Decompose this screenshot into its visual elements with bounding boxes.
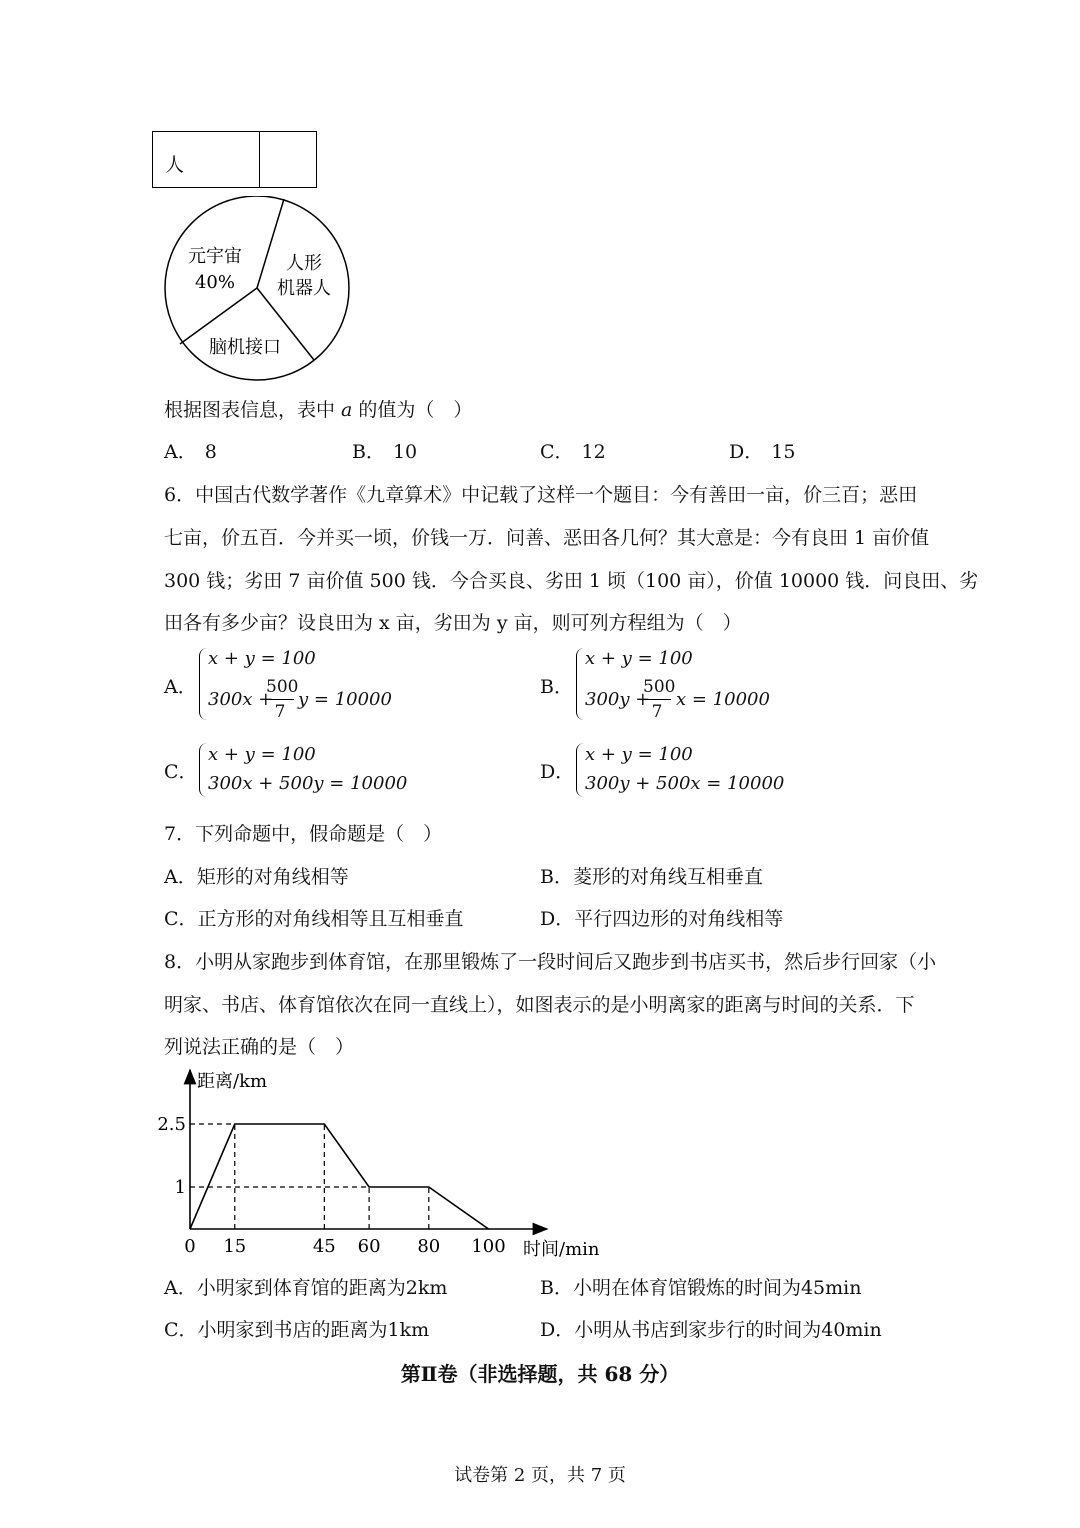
y-axis-label: 距离/km bbox=[197, 1071, 268, 1092]
q8-option-b: B．小明在体育馆锻炼的时间为45min bbox=[540, 1277, 862, 1299]
q6-option-a-eq2a: 300x + bbox=[208, 689, 274, 710]
y-tick-label: 2.5 bbox=[157, 1114, 186, 1135]
y-tick-label: 1 bbox=[174, 1177, 186, 1198]
q6-option-b-eq2a: 300y + bbox=[585, 689, 651, 710]
x-tick-labels bbox=[184, 1236, 505, 1257]
pie-slice-label: 人形 bbox=[286, 253, 322, 274]
x-tick-label: 45 bbox=[312, 1236, 336, 1257]
q6-option-d-eq1: x + y = 100 bbox=[585, 744, 693, 765]
table-cell-label bbox=[153, 132, 260, 187]
q6-option-c-letter: C． bbox=[164, 761, 198, 783]
x-tick-label: 15 bbox=[223, 1236, 247, 1257]
q5-option-a: A． 8 bbox=[164, 441, 217, 463]
q8-option-d: D．小明从书店到家步行的时间为40min bbox=[540, 1319, 882, 1341]
y-tick-labels bbox=[157, 1114, 186, 1198]
q6-option-a-eq1: x + y = 100 bbox=[208, 648, 316, 669]
pie-slice-label: 脑机接口 bbox=[209, 337, 281, 358]
distance-time-chart bbox=[150, 1062, 620, 1262]
q8-option-c: C．小明家到书店的距离为1km bbox=[164, 1319, 430, 1341]
q6-option-c-eq2: 300x + 500y = 10000 bbox=[208, 773, 408, 794]
q6-line: 七亩，价五百．今并买一顷，价钱一万．问善、恶田各几何？其大意是：今有良田 1 亩价值 bbox=[164, 527, 930, 549]
q7-option-a: A．矩形的对角线相等 bbox=[164, 866, 349, 888]
q6-option-b-eq1: x + y = 100 bbox=[585, 648, 693, 669]
pie-divider-3 bbox=[180, 288, 257, 344]
q6-option-a-letter: A． bbox=[164, 676, 197, 698]
q8-line: 列说法正确的是（ ） bbox=[164, 1036, 355, 1058]
q6-option-d-brace bbox=[576, 743, 585, 797]
page-footer: 试卷第 2 页，共 7 页 bbox=[454, 1465, 626, 1486]
q6-option-d-eq2: 300y + 500x = 10000 bbox=[585, 773, 785, 794]
pie-divider-1 bbox=[257, 199, 284, 288]
x-tick-label: 60 bbox=[357, 1236, 381, 1257]
q6-line: 300 钱；劣田 7 亩价值 500 钱．今合买良、劣田 1 顷（100 亩），价值 10000 钱．问良田、劣 bbox=[164, 570, 979, 592]
pie-slice-label: 元宇宙 bbox=[188, 246, 242, 267]
pie-slice-percent: 40% bbox=[194, 272, 236, 293]
q6-option-c-brace bbox=[199, 743, 208, 797]
q5-option-d: D． 15 bbox=[729, 441, 796, 463]
q5-option-b: B． 10 bbox=[352, 441, 418, 463]
q7-stem: 7．下列命题中，假命题是（ ） bbox=[164, 823, 443, 845]
q6-option-d-letter: D． bbox=[540, 761, 575, 783]
q6-line: 6．中国古代数学著作《九章算术》中记载了这样一个题目：今有善田一亩，价三百；恶田 bbox=[164, 484, 918, 506]
q8-line: 明家、书店、体育馆依次在同一直线上），如图表示的是小明离家的距离与时间的关系．下 bbox=[164, 994, 915, 1016]
pie-chart bbox=[160, 196, 360, 386]
q6-line: 田各有多少亩？设良田为 x 亩，劣田为 y 亩，则可列方程组为（ ） bbox=[164, 612, 742, 634]
q6-option-a-brace bbox=[199, 648, 208, 720]
q8-line: 8．小明从家跑步到体育馆，在那里锻炼了一段时间后又跑步到书店买书，然后步行回家（小 bbox=[164, 951, 937, 973]
q6-option-b-fraction: 500 7 bbox=[643, 677, 676, 722]
q6-option-a-eq2b: y = 10000 bbox=[298, 689, 392, 710]
q8-option-a: A．小明家到体育馆的距离为2km bbox=[164, 1277, 448, 1299]
q5-stem-end: 的值为（ ） bbox=[358, 399, 473, 421]
data-table bbox=[152, 131, 317, 188]
x-tick-label: 0 bbox=[184, 1236, 196, 1257]
x-tick-label: 80 bbox=[417, 1236, 441, 1257]
q6-option-b-eq2b: x = 10000 bbox=[676, 689, 770, 710]
q7-option-d: D．平行四边形的对角线相等 bbox=[540, 908, 784, 930]
q7-option-c: C．正方形的对角线相等且互相垂直 bbox=[164, 908, 464, 930]
q5-stem-text: 根据图表信息，表中 bbox=[164, 399, 336, 421]
pie-slice-label: 机器人 bbox=[277, 278, 331, 299]
q6-option-b-letter: B． bbox=[540, 676, 573, 698]
q5-stem bbox=[164, 401, 472, 420]
distance-series-line bbox=[190, 1124, 489, 1229]
q5-variable: a bbox=[341, 399, 353, 421]
table-cell-label-text: 人 bbox=[165, 154, 185, 176]
x-tick-label: 100 bbox=[471, 1236, 506, 1257]
q6-option-a-fraction: 500 7 bbox=[266, 677, 299, 722]
x-axis-label: 时间/min bbox=[523, 1239, 600, 1260]
q5-option-c: C． 12 bbox=[540, 441, 606, 463]
q6-option-b-brace bbox=[576, 648, 585, 720]
section-title: 第Ⅱ卷（非选择题，共 68 分） bbox=[400, 1362, 680, 1386]
q7-option-b: B．菱形的对角线互相垂直 bbox=[540, 866, 763, 888]
guide-lines bbox=[190, 1124, 429, 1229]
q6-option-c-eq1: x + y = 100 bbox=[208, 744, 316, 765]
